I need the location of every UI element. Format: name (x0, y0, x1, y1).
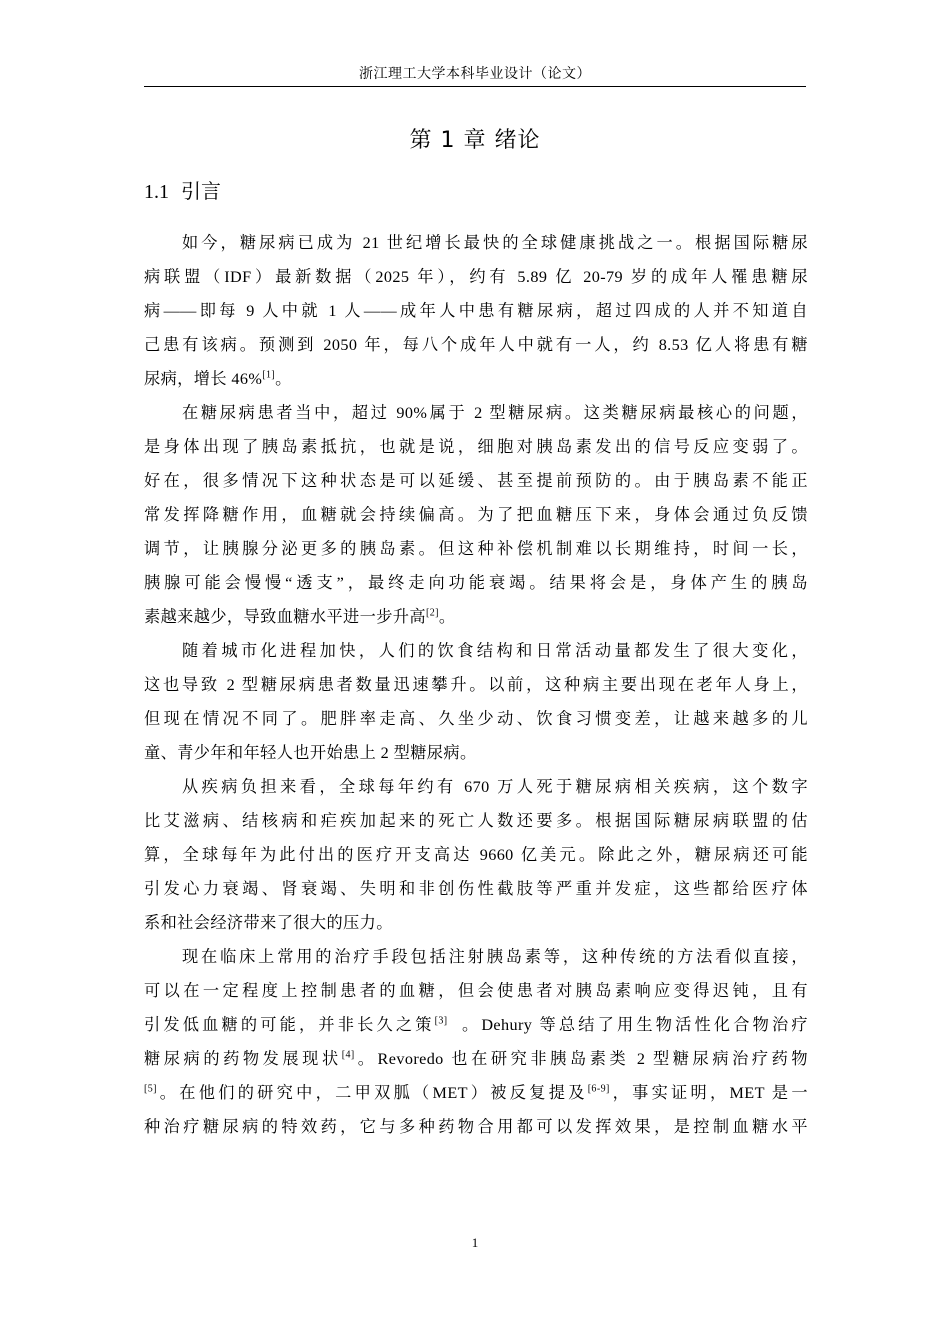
citation: [4] (341, 1049, 355, 1061)
text-line: 常发挥降糖作用，血糖就会持续偏高。为了把血糖压下来，身体会通过负反馈 (144, 506, 808, 524)
text-segment: 尿病，增长 46% (144, 370, 263, 388)
text-line: 系和社会经济带来了很大的压力。 (144, 914, 393, 932)
page-number: 1 (471, 1235, 479, 1250)
text-segment: 。在他们的研究中，二甲双胍（MET）被反复提及 (156, 1084, 588, 1102)
text-line: 病联盟（IDF）最新数据（2025 年），约有 5.89 亿 20-79 岁的成年人罹患糖尿 (144, 268, 808, 286)
text-segment: 素越来越少，导致血糖水平进一步升高 (144, 608, 426, 626)
citation: [5] (144, 1083, 157, 1095)
text-line: 在糖尿病患者当中，超过 90%属于 2 型糖尿病。这类糖尿病最核心的问题， (182, 404, 808, 422)
text-line: 调节，让胰腺分泌更多的胰岛素。但这种补偿机制难以长期维持，时间一长， (144, 540, 808, 558)
text-segment: 。 (275, 370, 292, 388)
section-number: 1.1 (144, 181, 169, 203)
text-line: 好在，很多情况下这种状态是可以延缓、甚至提前预防的。由于胰岛素不能正 (144, 472, 808, 490)
text-segment: 。Revoredo 也在研究非胰岛素类 2 型糖尿病治疗药物 (354, 1050, 808, 1068)
text-segment: 。Dehury 等总结了用生物活性化合物治疗 (461, 1016, 808, 1034)
text-segment: 引发低血糖的可能，并非长久之策 (144, 1016, 435, 1034)
text-segment: ，事实证明，MET 是一 (609, 1084, 808, 1102)
text-line (144, 1008, 808, 1042)
text-line: 种治疗糖尿病的特效药，它与多种药物合用都可以发挥效果，是控制血糖水平 (144, 1118, 808, 1136)
text-line: 但现在情况不同了。肥胖率走高、久坐少动、饮食习惯变差，让越来越多的儿 (144, 710, 808, 728)
citation: [3] (434, 1015, 448, 1027)
text-line: 可以在一定程度上控制患者的血糖，但会使患者对胰岛素响应变得迟钝，且有 (144, 982, 808, 1000)
text-line: 从疾病负担来看，全球每年约有 670 万人死于糖尿病相关疾病，这个数字 (182, 778, 808, 796)
text-line: 这也导致 2 型糖尿病患者数量迅速攀升。以前，这种病主要出现在老年人身上， (144, 676, 808, 694)
text-line: 己患有该病。预测到 2050 年，每八个成年人中就有一人，约 8.53 亿人将患有糖 (144, 336, 808, 354)
text-line: 胰腺可能会慢慢“透支”，最终走向功能衰竭。结果将会是，身体产生的胰岛 (144, 574, 808, 592)
header-rule (144, 86, 806, 87)
body-text (144, 226, 808, 1144)
citation: [2] (426, 607, 439, 619)
text-line (144, 600, 808, 634)
text-line: 比艾滋病、结核病和疟疾加起来的死亡人数还要多。根据国际糖尿病联盟的估 (144, 812, 808, 830)
section-title-text: 引言 (181, 179, 221, 203)
text-line: 是身体出现了胰岛素抵抗，也就是说，细胞对胰岛素发出的信号反应变弱了。 (144, 438, 808, 456)
text-line (144, 362, 808, 396)
running-header: 浙江理工大学本科毕业设计（论文） (359, 67, 591, 82)
text-line: 算，全球每年为此付出的医疗开支高达 9660 亿美元。除此之外，糖尿病还可能 (144, 846, 808, 864)
text-line: 引发心力衰竭、肾衰竭、失明和非创伤性截肢等严重并发症，这些都给医疗体 (144, 880, 808, 898)
text-line (144, 1042, 808, 1076)
text-segment: 糖尿病的药物发展现状 (144, 1050, 342, 1068)
text-line (144, 1076, 808, 1110)
text-line: 如今，糖尿病已成为 21 世纪增长最快的全球健康挑战之一。根据国际糖尿 (182, 234, 808, 252)
citation: [6-9] (587, 1083, 610, 1095)
text-segment: 。 (438, 608, 456, 626)
text-line: 童、青少年和年轻人也开始患上 2 型糖尿病。 (144, 744, 477, 762)
text-line: 现在临床上常用的治疗手段包括注射胰岛素等，这种传统的方法看似直接， (182, 948, 808, 966)
section-heading (144, 176, 221, 207)
text-line: 病——即每 9 人中就 1 人——成年人中患有糖尿病，超过四成的人并不知道自 (144, 302, 808, 320)
text-line: 随着城市化进程加快，人们的饮食结构和日常活动量都发生了很大变化， (182, 642, 808, 660)
chapter-title: 第 1 章 绪论 (409, 128, 541, 153)
citation: [1] (262, 369, 276, 381)
